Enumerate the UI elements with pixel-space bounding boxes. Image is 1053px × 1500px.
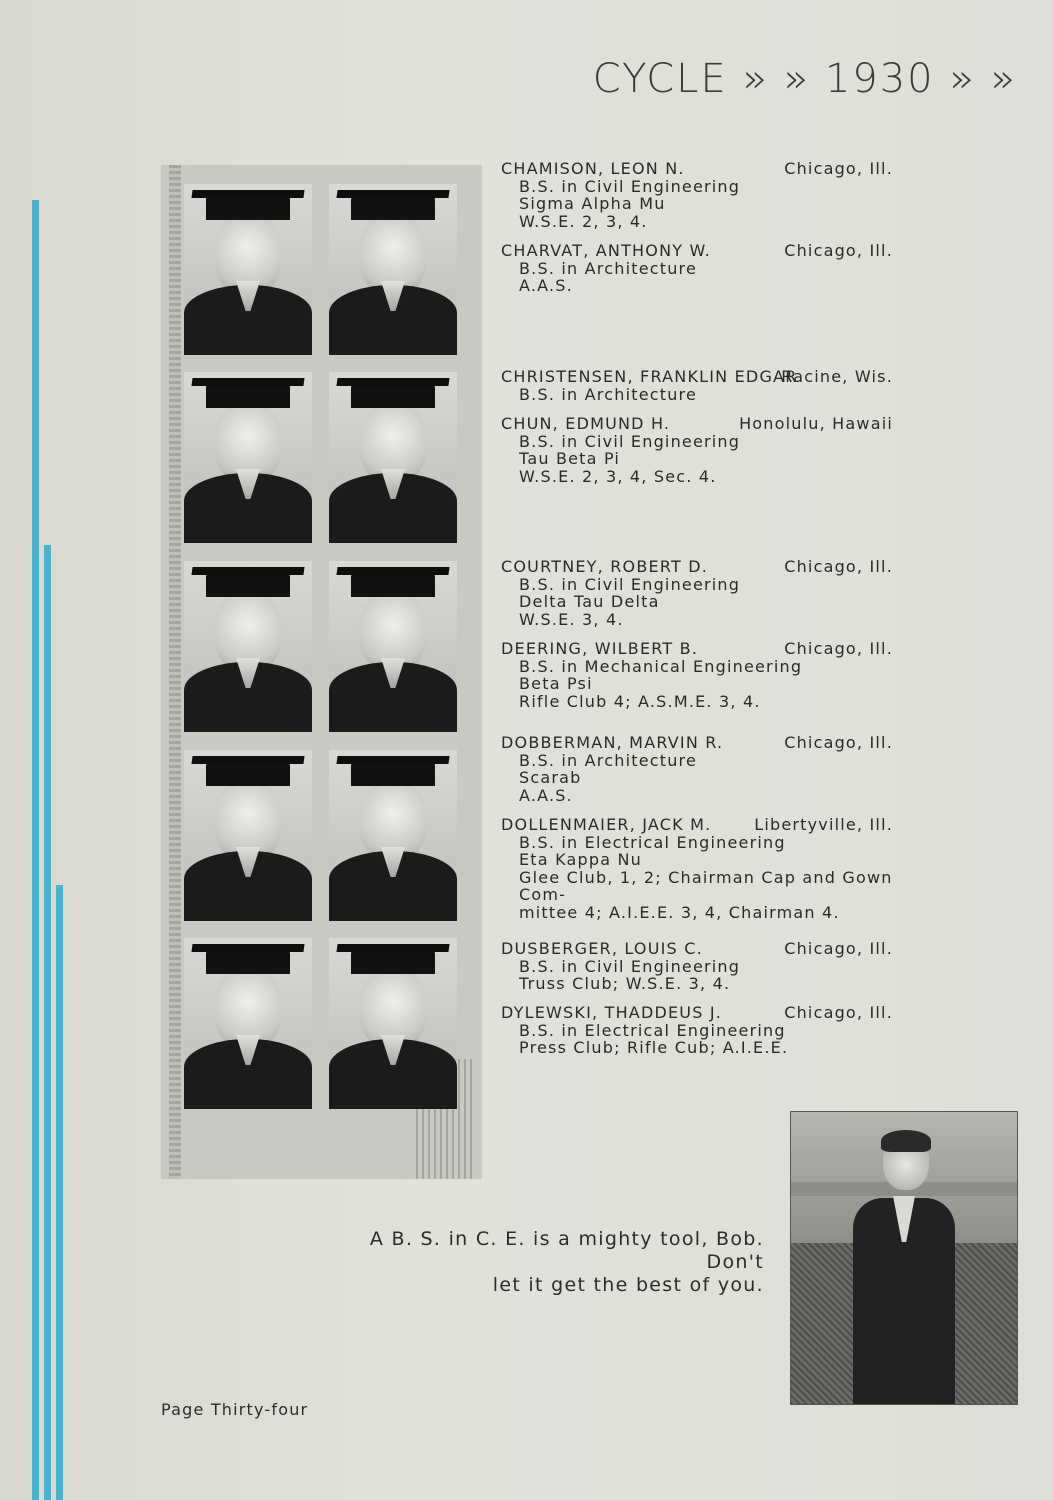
senior-name: CHARVAT, ANTHONY W. [501,241,711,260]
senior-entry [501,415,893,485]
entry-detail: mittee 4; A.I.E.E. 3, 4, Chairman 4. [519,902,840,922]
entry-detail: B.S. in Architecture [519,258,698,278]
hometown: Honolulu, Hawaii [739,414,893,433]
senior-name: CHRISTENSEN, FRANKLIN EDGAR [501,367,798,386]
entry-detail: Eta Kappa Nu [519,850,643,869]
accent-bar [56,885,63,1500]
candid-photo [790,1111,1018,1405]
senior-name: DEERING, WILBERT B. [501,639,699,658]
entry-detail: Truss Club; W.S.E. 3, 4. [519,974,731,993]
photo-subject [849,1134,959,1404]
senior-entry [501,368,893,403]
hometown: Racine, Wis. [781,367,893,386]
entry-detail: Press Club; Rifle Cub; A.I.E.E. [519,1038,789,1057]
entry-detail: Tau Beta Pi [519,449,621,468]
accent-bar [32,200,39,1500]
portrait-photo [329,184,457,355]
senior-entry [501,558,893,628]
entry-detail: B.S. in Civil Engineering [519,431,741,451]
panel-rail [169,165,181,1179]
portrait-photo [329,372,457,543]
senior-name: CHUN, EDMUND H. [501,414,671,433]
photo-caption [360,1228,764,1297]
entry-detail: B.S. in Architecture [519,384,698,404]
entry-detail: Delta Tau Delta [519,592,660,611]
accent-bar [44,545,51,1500]
hometown: Chicago, Ill. [784,1003,893,1022]
entry-detail: W.S.E. 2, 3, 4, Sec. 4. [519,466,717,486]
entry-detail: W.S.E. 3, 4. [519,609,624,629]
entry-detail: B.S. in Electrical Engineering [519,832,786,852]
senior-entry [501,816,893,921]
senior-entry [501,242,893,295]
senior-entry [501,1004,893,1057]
entry-detail: Rifle Club 4; A.S.M.E. 3, 4. [519,691,761,711]
hometown: Chicago, Ill. [784,639,893,658]
entry-detail: Scarab [519,768,582,787]
portrait-photo [184,561,312,732]
entry-detail: Beta Psi [519,674,593,693]
senior-entry [501,640,893,710]
senior-name: DUSBERGER, LOUIS C. [501,939,703,958]
portrait-photo [184,750,312,921]
portrait-photo [329,561,457,732]
entry-detail: B.S. in Architecture [519,750,698,770]
senior-name: CHAMISON, LEON N. [501,159,685,178]
hometown: Chicago, Ill. [784,939,893,958]
entry-detail: Sigma Alpha Mu [519,194,666,213]
entry-detail: W.S.E. 2, 3, 4. [519,211,648,231]
hometown: Chicago, Ill. [784,557,893,576]
portrait-photo [184,372,312,543]
senior-entry [501,940,893,993]
portrait-photo [184,184,312,355]
entry-detail: B.S. in Mechanical Engineering [519,656,803,676]
page-header: CYCLE » » 1930 » » [592,56,1017,102]
entry-detail: B.S. in Civil Engineering [519,176,741,196]
hometown: Chicago, Ill. [784,159,893,178]
senior-name: DOBBERMAN, MARVIN R. [501,733,724,752]
entry-detail: Glee Club, 1, 2; Chairman Cap and Gown Com- [519,867,893,904]
entry-detail: B.S. in Civil Engineering [519,574,741,594]
caption-line: A B. S. in C. E. is a mighty tool, Bob. Don't [369,1228,764,1273]
portrait-photo [184,938,312,1109]
senior-name: COURTNEY, ROBERT D. [501,557,709,576]
entry-detail: A.A.S. [519,785,573,805]
entry-detail: A.A.S. [519,276,573,295]
portrait-photo [329,938,457,1109]
hometown: Chicago, Ill. [784,241,893,260]
entry-detail: B.S. in Civil Engineering [519,956,741,976]
senior-name: DOLLENMAIER, JACK M. [501,815,712,834]
entry-detail: B.S. in Electrical Engineering [519,1020,786,1040]
senior-entry [501,734,893,804]
page-number: Page Thirty-four [161,1400,309,1419]
portrait-photo [329,750,457,921]
senior-name: DYLEWSKI, THADDEUS J. [501,1003,723,1022]
senior-entry [501,160,893,230]
hometown: Libertyville, Ill. [754,815,893,834]
hometown: Chicago, Ill. [784,733,893,752]
caption-line: let it get the best of you. [492,1274,764,1296]
